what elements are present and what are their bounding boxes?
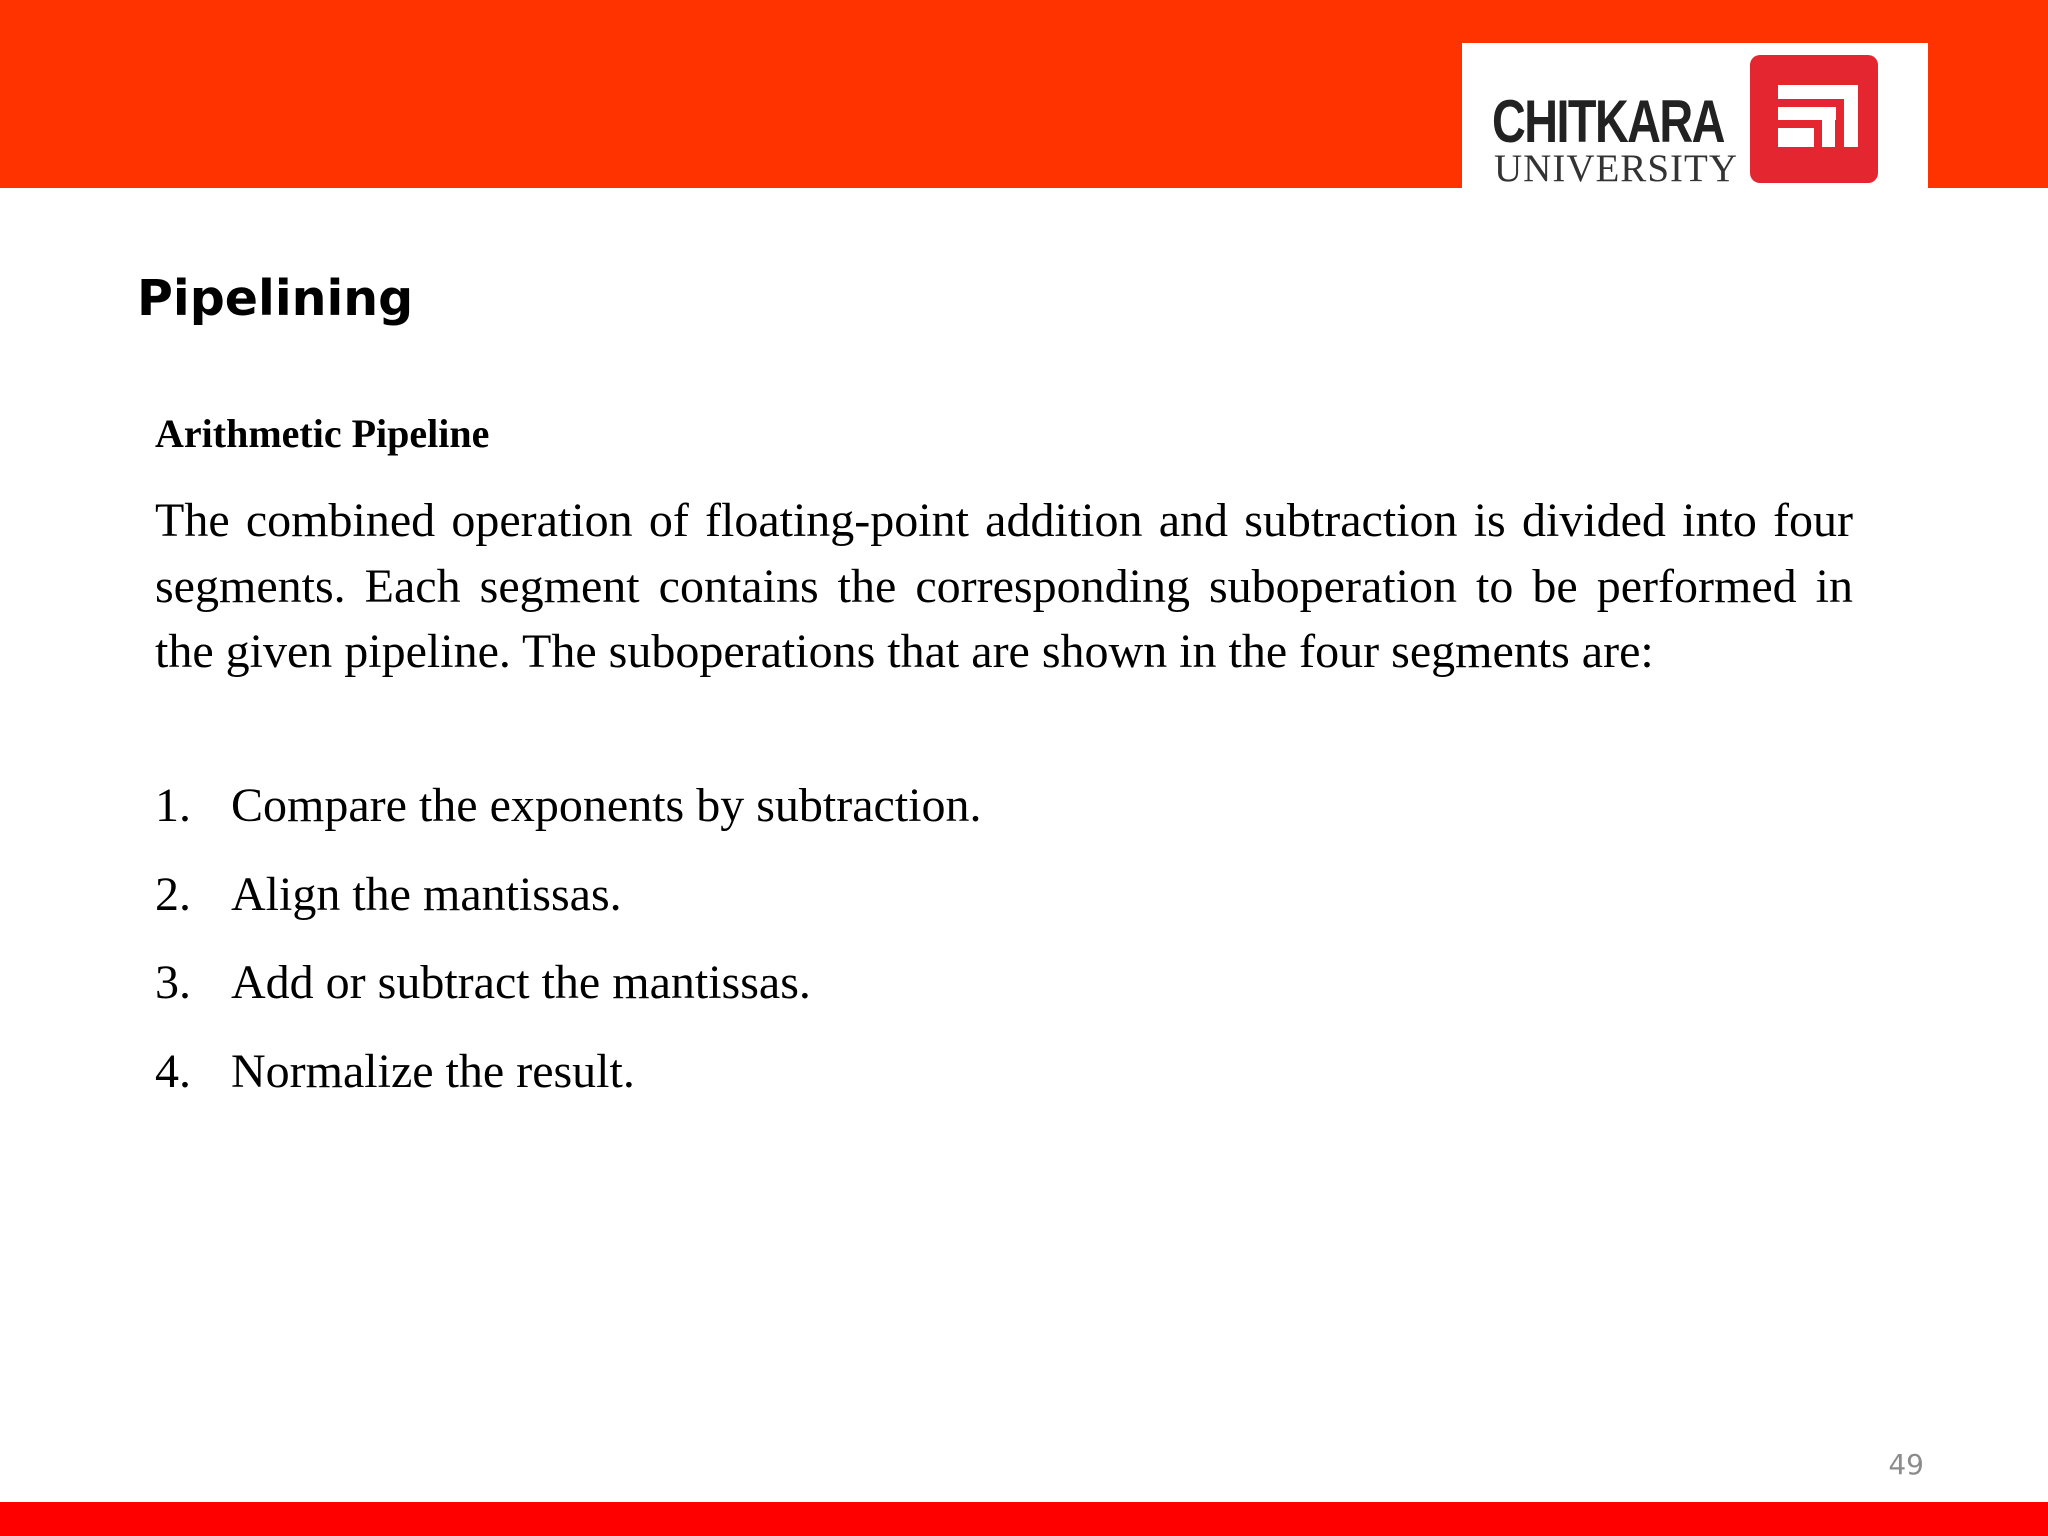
list-item — [155, 862, 1855, 951]
logo-name: CHITKARA — [1492, 88, 1724, 155]
list-item-number: 1. — [155, 779, 191, 832]
logo-subtitle: UNIVERSITY — [1494, 147, 1738, 190]
list-item-number: 3. — [155, 956, 191, 1009]
list-item — [155, 1039, 1855, 1128]
page-number: 49 — [1888, 1448, 1924, 1481]
list-item-text: Normalize the result. — [231, 1044, 635, 1098]
list-item-text: Align the mantissas. — [231, 867, 622, 921]
logo-wordmark — [1492, 88, 1738, 191]
logo-mark-icon — [1750, 55, 1878, 183]
list-item-text: Add or subtract the mantissas. — [231, 956, 811, 1009]
list-item — [155, 773, 1855, 862]
footer-band — [0, 1502, 2048, 1536]
list-item-number: 2. — [155, 867, 191, 921]
intro-paragraph: The combined operation of floating-point addition and subtraction is divided into four segments. Each segment contains the corresponding suboperation to be performed in the given pipeline. The suboperations that are shown in the four segments are: — [155, 494, 1853, 678]
section-heading: Arithmetic Pipeline — [155, 411, 490, 456]
university-logo — [1462, 43, 1928, 188]
list-item — [155, 950, 1855, 1039]
list-item-number: 4. — [155, 1044, 191, 1098]
list-item-text: Compare the exponents by subtraction. — [231, 779, 982, 832]
steps-list — [155, 773, 1855, 1127]
page-title: Pipelining — [137, 270, 414, 327]
